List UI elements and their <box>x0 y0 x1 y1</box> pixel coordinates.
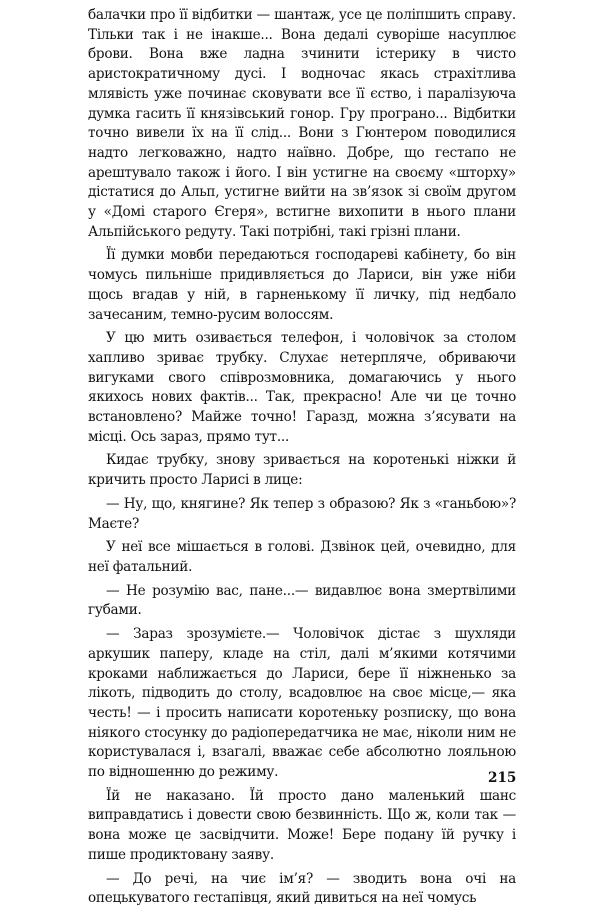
paragraph: — Зараз зрозумієте.— Чоловічок дістає з шухляди аркушик паперу, кладе на стіл, далі м’якими котячими кроками наближається до Лариси, бере її ніжненько за лікоть, підводить до столу, всадовлює на своє місце,— яка честь! — і просить написати коротеньку розписку, що вона ніякого стосунку до радіопередатчика не має, ніколи ним не користувалася і, взагалі, вважає себе абсолютно лояльною по відношенню до режиму. <box>88 626 516 781</box>
paragraph: балачки про її відбитки — шантаж, усе це поліпшить справу. Тільки так і не інакше... Вона дедалі суворіше насуплює брови. Вона вже ладна зчинити істерику в чисто аристократичному дусі. І водночас якась страхітлива млявість уже починає сковувати все її єство, і паралізуюча думка гасить її князівський гонор. Гру програно... Відбитки точно вивели їх на її слід... Вони з Гюнтером поводилися надто легковажно, надто наївно. Добре, що гестапо не арештувало також і його. І він устигне на своєму «шторху» дістатися до Альп, устигне вийти на зв’язок зі своїм другом у «Домі старого Єгеря», встигне вихопити в нього плани Альпійського редуту. Такі потрібні, такі грізні плани. <box>88 7 516 240</box>
page-number: 215 <box>488 770 517 786</box>
paragraph: Її думки мовби передаються господареві кабінету, бо він чомусь пильніше придивляється до Лариси, він уже ніби щось вгадав у ній, в гарненькому її личку, під недбало зачесаним, темно-русим волоссям. <box>88 247 516 323</box>
paragraph: — Не розумію вас, пане...— видавлює вона змертвілими губами. <box>88 582 516 619</box>
paragraph: У цю мить озивається телефон, і чоловічок за столом хапливо зриває трубку. Слухає нетерпляче, обриваючи вигуками свого співрозмовника, домагаючись у нього якихось нових фактів... Так, прекрасно! Але чи це точно встановлено? Майже точно! Гаразд, можна з’ясувати на місці. Ось зараз, прямо тут... <box>88 330 516 445</box>
paragraph: Кидає трубку, знову зривається на коротенькі ніжки й кричить просто Ларисі в лице: <box>88 452 516 489</box>
paragraph: — Ну, що, княгине? Як тепер з образою? Як з «ганьбою»? Маєте? <box>88 495 516 532</box>
paragraph: — До речі, на чиє ім’я? — зводить вона очі на опецькуватого гестапівця, який дивиться на неї чомусь <box>88 870 516 907</box>
paragraph: Їй не наказано. Їй просто дано маленький шанс виправдатись і довести свою безвинність. Що ж, коли так — вона може це засвідчити. Може! Бере подану їй ручку і пише продиктовану заяву. <box>88 787 516 863</box>
body-text <box>88 6 516 913</box>
paragraph: У неї все мішається в голові. Дзвінок цей, очевидно, для неї фатальний. <box>88 539 516 575</box>
